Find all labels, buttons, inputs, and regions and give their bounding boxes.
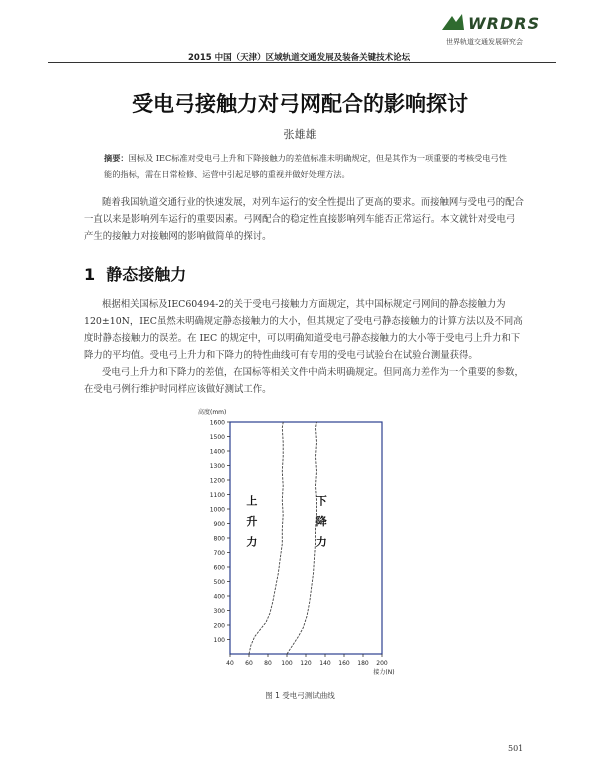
test-curve-chart bbox=[196, 398, 406, 680]
header-rule bbox=[48, 62, 556, 63]
y-tick-label: 200 bbox=[213, 622, 225, 630]
curve-annotation: 力 bbox=[315, 535, 327, 549]
intro-paragraph: 随着我国轨道交通行业的快速发展，对列车运行的安全性提出了更高的要求。而接触网与受电弓的配合一直以来是影响列车运行的重要因素。弓网配合的稳定性直接影响列车能否正常运行。本文就针对受电弓产生的接触力对接触网的影响做简单的探讨。 bbox=[84, 197, 524, 242]
x-tick-label: 180 bbox=[357, 660, 369, 667]
x-tick-label: 140 bbox=[319, 660, 331, 667]
x-tick-label: 100 bbox=[281, 660, 293, 667]
y-tick-label: 1000 bbox=[209, 506, 225, 514]
x-tick-label: 120 bbox=[300, 660, 312, 667]
x-tick-label: 80 bbox=[264, 660, 272, 667]
y-tick-label: 600 bbox=[213, 564, 225, 572]
y-tick-label: 1300 bbox=[209, 463, 225, 470]
curve-annotation: 下 bbox=[315, 494, 327, 508]
y-tick-label: 1500 bbox=[209, 434, 225, 441]
curve-annotation: 降 bbox=[315, 514, 327, 528]
y-axis-label: 高度(mm) bbox=[198, 409, 227, 416]
y-tick-label: 1400 bbox=[209, 448, 225, 456]
x-axis-label: 接力(N) bbox=[373, 669, 395, 676]
wrdrs-logo-icon bbox=[440, 12, 466, 34]
y-tick-label: 800 bbox=[213, 535, 225, 543]
abstract-text: 国标及 IEC标准对受电弓上升和下降接触力的差值标准未明确规定，但是其作为一项重要的考核受电弓性能的指标，需在日常检修、运营中引起足够的重视并做好处理方法。 bbox=[104, 153, 507, 179]
section-title: 静态接触力 bbox=[106, 265, 187, 284]
x-tick-label: 160 bbox=[338, 660, 350, 667]
paper-title: 受电弓接触力对弓网配合的影响探讨 bbox=[132, 92, 468, 116]
x-tick-label: 200 bbox=[376, 660, 388, 667]
abstract bbox=[104, 150, 508, 182]
figure-caption: 图 1 受电弓测试曲线 bbox=[265, 691, 335, 700]
x-tick-label: 60 bbox=[245, 660, 253, 667]
y-tick-label: 900 bbox=[213, 521, 225, 528]
x-tick-label: 40 bbox=[226, 660, 234, 667]
y-tick-label: 100 bbox=[213, 637, 225, 644]
y-tick-label: 700 bbox=[213, 550, 225, 557]
section-heading bbox=[84, 262, 186, 285]
y-tick-label: 1100 bbox=[209, 492, 225, 499]
y-tick-label: 1200 bbox=[209, 477, 225, 485]
logo-text: WRDRS bbox=[468, 14, 541, 33]
y-tick-label: 400 bbox=[213, 593, 225, 601]
paragraph-2: 受电弓上升力和下降力的差值，在国标等相关文件中尚未明确规定。但同高力差作为一个重要的参数，在受电弓例行维护时同样应该做好测试工作。 bbox=[84, 367, 524, 395]
page-number: 501 bbox=[508, 744, 524, 753]
curve-annotation: 力 bbox=[246, 535, 258, 549]
curve-annotation: 上 bbox=[246, 494, 258, 508]
conference-title: 2015 中国（天津）区域轨道交通发展及装备关键技术论坛 bbox=[188, 53, 411, 63]
author: 张雄雄 bbox=[283, 128, 317, 141]
logo-subtitle: 世界轨道交通发展研究会 bbox=[446, 38, 523, 46]
paragraph-1: 根据相关国标及IEC60494-2的关于受电弓接触力方面规定，其中国标规定弓网间的静态接触力为120±10N，IEC虽然未明确规定静态接触力的大小，但其规定了受电弓静态接触力的计算方法以及不同高度时静态接触力的误差。在 IEC 的规定中，可以明确知道受电弓静态接触力的大小等于受电弓上升力和下降力的平均值。受电弓上升力和下降力的特性曲线可有专用的受电弓试验台在试验台测量获得。 bbox=[84, 299, 523, 361]
y-tick-label: 1600 bbox=[209, 419, 225, 427]
y-tick-label: 500 bbox=[213, 579, 225, 586]
curve-annotation: 升 bbox=[246, 514, 258, 528]
abstract-label: 摘要： bbox=[104, 153, 129, 163]
section-number: 1 bbox=[84, 265, 96, 284]
y-tick-label: 300 bbox=[213, 608, 225, 615]
falling-force-line bbox=[287, 422, 317, 654]
